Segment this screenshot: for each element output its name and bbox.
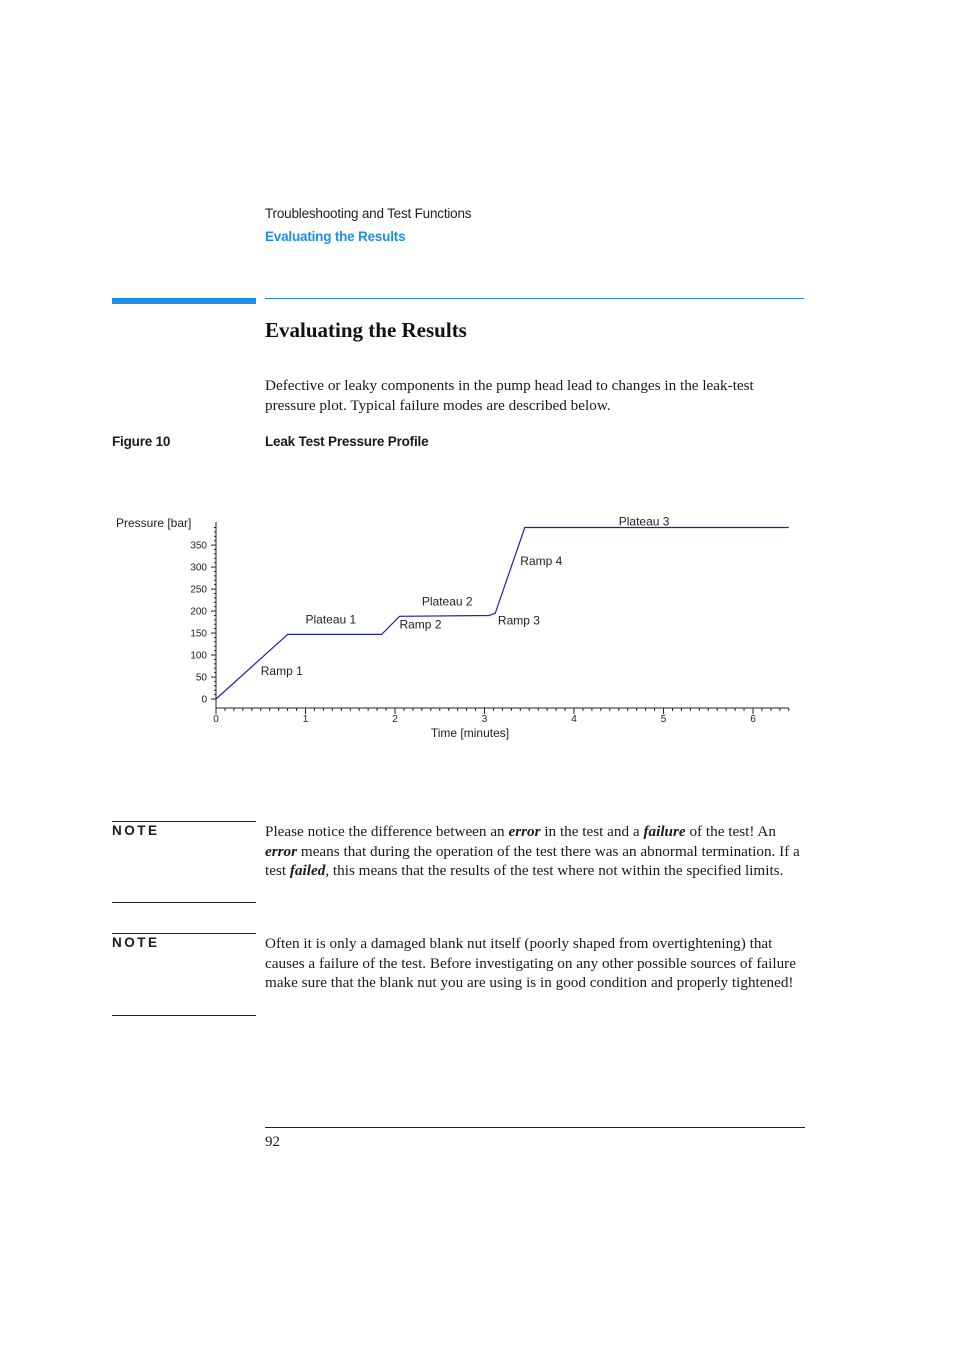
- running-header-chapter: Troubleshooting and Test Functions: [265, 206, 472, 221]
- section-rule: [265, 298, 804, 299]
- annotation-label: Ramp 4: [520, 553, 563, 568]
- note-bottom-rule: [112, 1015, 256, 1016]
- y-axis-label: Pressure [bar]: [116, 516, 192, 530]
- annotation-label: Plateau 3: [618, 514, 670, 529]
- x-tick-label: 0: [213, 714, 219, 725]
- figure-label: Figure 10: [112, 434, 171, 449]
- figure-title: Leak Test Pressure Profile: [265, 434, 429, 449]
- x-tick-label: 4: [571, 714, 577, 725]
- y-tick-label: 300: [190, 562, 207, 574]
- note-text: Often it is only a damaged blank nut itself (poorly shaped from overtightening) that causes a failure of the test. Before investigating on any other possible sources of failure make sure that the blank nut you are using is in good condition and properly tightened!: [265, 935, 796, 991]
- footer-rule: [265, 1127, 805, 1128]
- x-tick-label: 3: [481, 714, 488, 725]
- x-tick-label: 1: [302, 714, 309, 725]
- section-accent-bar: [112, 298, 256, 304]
- page-number: 92: [265, 1134, 280, 1150]
- annotation-label: Ramp 1: [260, 663, 303, 678]
- y-tick-label: 0: [201, 694, 207, 706]
- y-tick-label: 150: [190, 628, 207, 640]
- note-text: Please notice the difference between an error in the test and a failure of the test! An error means that during the operation of the test there was an abnormal termination. If a test failed, this means that the results of the test where not within the specified limits.: [265, 823, 800, 879]
- y-tick-label: 350: [190, 540, 207, 552]
- annotation-label: Ramp 3: [497, 613, 540, 628]
- y-tick-label: 200: [190, 606, 207, 618]
- note-top-rule: [112, 821, 256, 822]
- y-tick-label: 50: [195, 672, 207, 684]
- note-top-rule: [112, 933, 256, 934]
- x-tick-label: 5: [660, 714, 667, 725]
- page-title: Evaluating the Results: [265, 318, 467, 342]
- y-tick-label: 100: [190, 650, 207, 662]
- x-axis-label: Time [minutes]: [430, 726, 510, 740]
- annotation-label: Plateau 1: [305, 612, 357, 627]
- leak-test-chart: [0, 490, 954, 750]
- y-tick-label: 250: [190, 584, 207, 596]
- annotation-label: Ramp 2: [399, 617, 442, 632]
- x-tick-label: 2: [392, 714, 398, 725]
- note-label: NOTE: [112, 935, 160, 950]
- x-tick-label: 6: [750, 714, 756, 725]
- intro-paragraph: Defective or leaky components in the pump head lead to changes in the leak-test pressure plot. Typical failure modes are described below.: [265, 377, 754, 414]
- annotation-label: Plateau 2: [421, 594, 473, 609]
- note-label: NOTE: [112, 823, 160, 838]
- note-bottom-rule: [112, 902, 256, 903]
- running-header-section: Evaluating the Results: [265, 229, 406, 244]
